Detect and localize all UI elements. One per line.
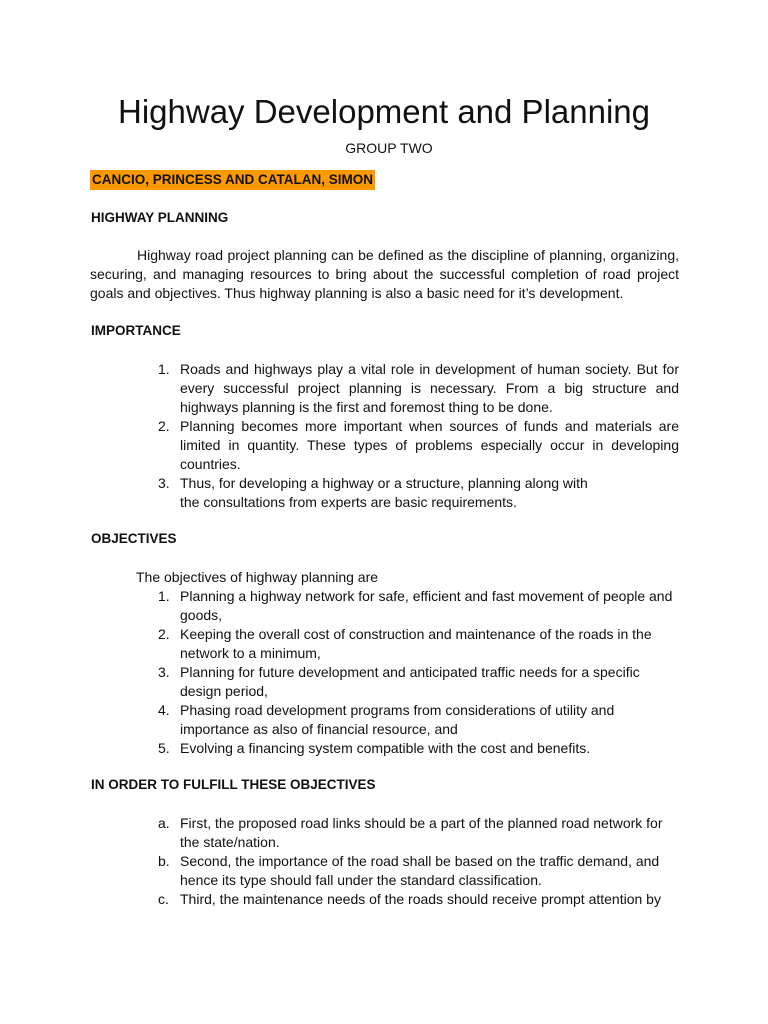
- heading-highway-planning: HIGHWAY PLANNING: [91, 210, 229, 225]
- list-marker: c.: [158, 891, 169, 907]
- authors-highlight: CANCIO, PRINCESS AND CATALAN, SIMON: [90, 170, 375, 190]
- list-item-text: Second, the importance of the road shall be based on the traffic demand, and hence its type should fall under the standard classification.: [180, 853, 660, 888]
- list-item: [158, 739, 679, 758]
- page-title: Highway Development and Planning: [118, 93, 650, 130]
- list-marker: 1.: [158, 588, 170, 604]
- heading-importance: IMPORTANCE: [91, 323, 181, 338]
- heading-fulfill-objectives: IN ORDER TO FULFILL THESE OBJECTIVES: [91, 777, 376, 792]
- list-item-text: Planning becomes more important when sources of funds and materials are limited in quantity. These types of problems especially occur in developing countries.: [180, 418, 679, 472]
- list-item: [158, 360, 679, 417]
- list-marker: 4.: [158, 702, 170, 718]
- list-item-text: Evolving a financing system compatible with the cost and benefits.: [180, 740, 591, 756]
- heading-objectives: OBJECTIVES: [91, 531, 177, 546]
- list-item-text: Roads and highways play a vital role in development of human society. But for every successful project planning is necessary. From a big structure and highways planning is the first and foremost thing to be done.: [180, 361, 679, 415]
- list-item-text: Thus, for developing a highway or a structure, planning along with the consultations from experts are basic requirements.: [180, 475, 588, 510]
- list-item-text: Planning a highway network for safe, efficient and fast movement of people and goods,: [180, 588, 673, 623]
- list-marker: 2.: [158, 626, 170, 642]
- list-item: [158, 890, 679, 909]
- list-item: [158, 417, 679, 474]
- list-item: [158, 701, 679, 739]
- list-marker: 3.: [158, 664, 170, 680]
- list-marker: 1.: [158, 361, 170, 377]
- list-marker: 2.: [158, 418, 170, 434]
- list-item-text: Keeping the overall cost of construction and maintenance of the roads in the network to a minimum,: [180, 626, 652, 661]
- objectives-list: [158, 587, 679, 758]
- list-marker: 5.: [158, 740, 170, 756]
- list-item: [158, 587, 679, 625]
- list-item-text: Phasing road development programs from considerations of utility and importance as also of financial resource, and: [180, 702, 615, 737]
- page-subtitle: GROUP TWO: [345, 140, 433, 156]
- list-marker: a.: [158, 815, 170, 831]
- list-item: [158, 814, 679, 852]
- list-item-text: First, the proposed road links should be a part of the planned road network for the state/nation.: [180, 815, 663, 850]
- objectives-intro: The objectives of highway planning are: [136, 569, 379, 585]
- list-marker: b.: [158, 853, 170, 869]
- list-item: [158, 852, 679, 890]
- highway-planning-paragraph: Highway road project planning can be defined as the discipline of planning, organizing, securing, and managing resources to bring about the successful completion of road project goals and objectives. Thus highway planning is also a basic need for it’s development.: [90, 247, 679, 301]
- list-item-text: Third, the maintenance needs of the roads should receive prompt attention by: [180, 891, 661, 907]
- list-item: [158, 474, 679, 512]
- list-item-text: Planning for future development and anticipated traffic needs for a specific design period,: [180, 664, 640, 699]
- list-item: [158, 625, 679, 663]
- list-item: [158, 663, 679, 701]
- importance-list: [158, 360, 679, 512]
- list-marker: 3.: [158, 475, 170, 491]
- fulfill-list: [158, 814, 679, 909]
